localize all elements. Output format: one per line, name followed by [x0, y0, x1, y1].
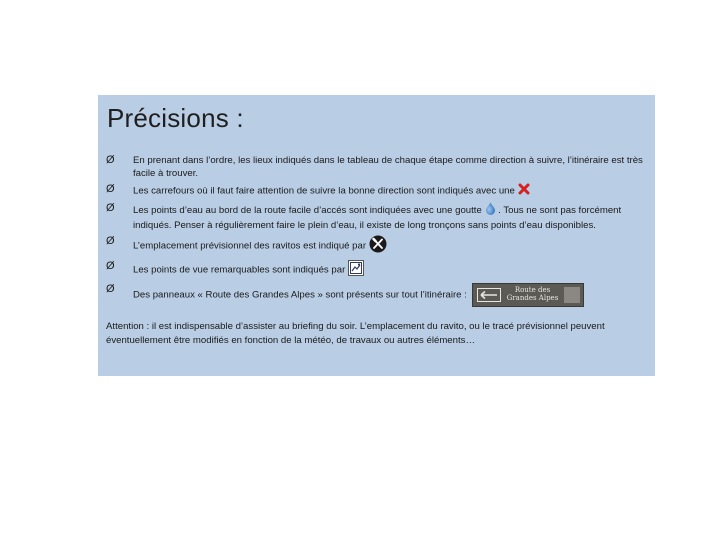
arrow-bullet-icon: Ø — [106, 202, 115, 214]
list-item — [106, 183, 646, 199]
info-panel — [98, 95, 655, 376]
red-cross-icon — [518, 183, 530, 199]
road-sign-line2: Grandes Alpes — [506, 294, 559, 302]
arrow-bullet-icon: Ø — [106, 183, 115, 195]
arrow-left-icon — [477, 288, 501, 302]
list-item — [106, 202, 646, 232]
item-text: L’emplacement prévisionnel des ravitos est indiqué par — [133, 240, 367, 252]
arrow-bullet-icon: Ø — [106, 235, 115, 247]
item-text-continued: . Tous ne sont pas forcément indiqués. Penser à régulièrement faire le plein d’eau, il existe de long tronçons sans points d’eau disponibles. — [133, 205, 622, 231]
item-text: En prenant dans l’ordre, les lieux indiqués dans le tableau de chaque étape comme direction à suivre, l’itinéraire est très facile à trouver. — [133, 155, 643, 179]
fork-knife-icon — [369, 235, 387, 257]
arrow-bullet-icon: Ø — [106, 260, 115, 272]
attention-note: Attention : il est indispensable d’assister au briefing du soir. L’emplacement du ravito, ou le tracé prévisionnel peuvent éventuellement être modifiés en fonction de la météo, de travaux ou autres éléments… — [106, 321, 605, 346]
arrow-bullet-icon: Ø — [106, 154, 115, 166]
precisions-list — [106, 154, 646, 310]
viewpoint-icon — [348, 260, 364, 280]
panel-title: Précisions : — [107, 103, 244, 133]
item-text: Des panneaux « Route des Grandes Alpes » sont présents sur tout l’itinéraire : — [133, 289, 467, 301]
item-text: Les points d’eau au bord de la route facile d’accés sont indiquées avec une goutte — [133, 205, 482, 217]
road-sign-text — [505, 286, 561, 302]
item-text: Les carrefours où il faut faire attention de suivre la bonne direction sont indiqués avec une — [133, 185, 515, 197]
water-drop-icon — [485, 202, 496, 219]
arrow-bullet-icon: Ø — [106, 283, 115, 295]
road-sign-pictogram — [564, 287, 580, 303]
item-text: Les points de vue remarquables sont indiqués par — [133, 264, 346, 276]
list-item — [106, 260, 646, 280]
list-item — [106, 154, 646, 180]
road-sign-line1: Route des — [514, 286, 551, 294]
road-sign-icon — [472, 283, 584, 307]
list-item — [106, 283, 646, 307]
list-item — [106, 235, 646, 257]
